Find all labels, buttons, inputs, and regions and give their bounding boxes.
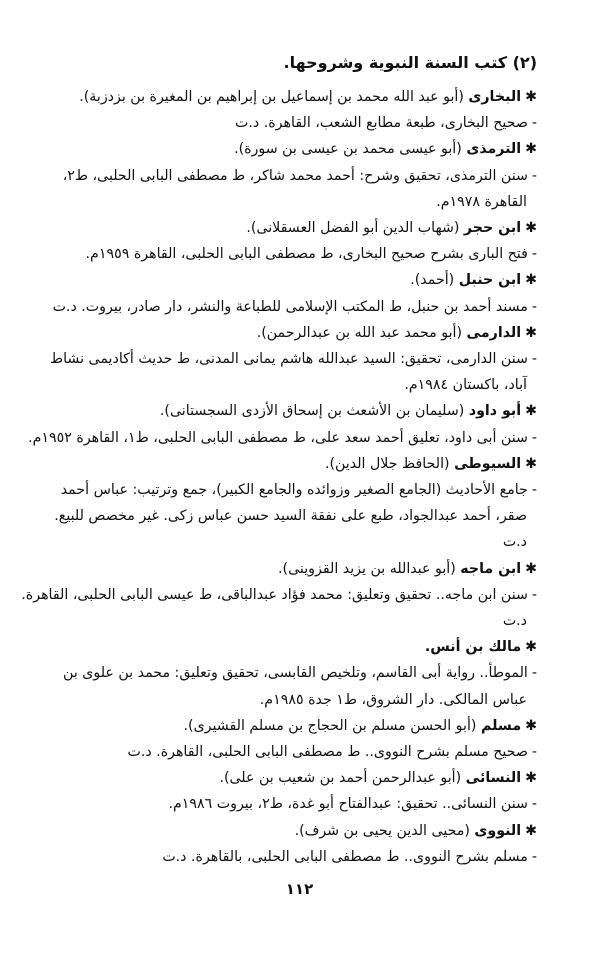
entry-work-text: سنن النسائى.. تحقيق: عبدالفتاح أبو غدة، ط٢، بيروت ١٩٨٦م. — [168, 796, 528, 813]
entry-work-text: الموطأ.. رواية أبى القاسم، وتلخيص القابسى، تحقيق وتعليق: محمد بن علوى بن — [63, 665, 528, 682]
page-number: ١١٢ — [285, 880, 314, 898]
dash-bullet-icon: - — [531, 586, 537, 603]
entry-work-text: سنن ابن ماجه.. تحقيق وتعليق: محمد فؤاد عبدالباقى، ط عيسى البابى الحلبى، القاهرة. — [21, 586, 528, 603]
dash-bullet-icon: - — [531, 246, 537, 263]
entry-work-line — [60, 477, 541, 503]
dash-bullet-icon: - — [531, 665, 537, 682]
entries-list — [21, 84, 541, 870]
bibliography-entry — [63, 634, 541, 713]
entry-author: النووى — [474, 822, 522, 839]
entry-author: ابن حنبل — [458, 272, 522, 289]
asterisk-icon: ✱ — [525, 403, 537, 420]
asterisk-icon: ✱ — [525, 455, 537, 472]
entry-work-text: سنن الترمذى، تحقيق وشرح: أحمد محمد شاكر، ط مصطفى البابى الحلبى، ط٢، — [62, 167, 528, 184]
entry-work-continuation — [63, 189, 541, 215]
entry-author-line — [63, 84, 541, 110]
bibliography-entry — [63, 765, 541, 817]
entry-work-text: مسلم بشرح النووى.. ط مصطفى البابى الحلبى، بالقاهرة. د.ت — [162, 848, 528, 865]
asterisk-icon: ✱ — [525, 141, 537, 158]
dash-bullet-icon: - — [531, 429, 537, 446]
entry-work-continuation — [63, 372, 541, 398]
entry-work-line — [52, 294, 541, 320]
entry-author-detail: (أبو عبد الله محمد بن إسماعيل بن إبراهيم بن المغيرة بن بزدزبة). — [79, 89, 464, 105]
entry-work-text: عباس المالكى. دار الشروق، ط١ جدة ١٩٨٥م. — [259, 691, 527, 708]
entry-work-text: د.ت — [502, 613, 527, 630]
dash-bullet-icon: - — [531, 115, 537, 132]
entry-work-continuation — [54, 503, 541, 529]
entry-work-text: صقر، أحمد عبدالجواد، طبع على نفقة السيد حسن عباس زكى. غير مخصص للبيع. — [54, 508, 527, 525]
entry-work-text: صحيح مسلم بشرح النووى.. ط مصطفى البابى الحلبى، القاهرة. د.ت — [127, 744, 528, 761]
entry-author-line — [63, 765, 541, 791]
entry-author: ابن حجر — [463, 220, 522, 237]
asterisk-icon: ✱ — [525, 770, 537, 787]
entry-author-detail: (محيى الدين يحيى بن شرف). — [294, 822, 470, 839]
entry-work-line — [28, 425, 541, 451]
entry-author: مالك بن أنس. — [424, 639, 522, 656]
bibliography-entry — [63, 84, 541, 136]
entry-author-line — [63, 267, 541, 293]
entry-work-text: صحيح البخارى، طبعة مطابع الشعب، القاهرة. د.ت — [235, 115, 528, 132]
entry-work-continuation — [63, 529, 541, 555]
entry-work-line — [63, 739, 541, 765]
entry-work-line — [63, 163, 541, 189]
dash-bullet-icon: - — [531, 351, 537, 368]
entry-author-detail: (أبو عبدالله بن يزيد القزوينى). — [278, 560, 456, 577]
bibliography-entry — [63, 713, 541, 765]
asterisk-icon: ✱ — [525, 560, 537, 577]
entry-work-text: سنن الدارمى، تحقيق: السيد عبدالله هاشم يمانى المدنى، ط حديث أكاديمى نشاط — [49, 351, 528, 368]
asterisk-icon: ✱ — [525, 639, 537, 656]
entry-work-text: آباد، باكستان ١٩٨٤م. — [404, 377, 527, 394]
bibliography-entry — [52, 267, 541, 319]
section-heading: (٢) كتب السنة النبوية وشروحها. — [283, 53, 537, 72]
bibliography-entry — [63, 136, 541, 215]
entry-work-continuation — [63, 608, 541, 634]
entry-author-line — [63, 136, 541, 162]
asterisk-icon: ✱ — [525, 220, 537, 237]
bibliography-entry — [28, 398, 541, 450]
dash-bullet-icon: - — [531, 848, 537, 865]
dash-bullet-icon: - — [531, 744, 537, 761]
asterisk-icon: ✱ — [525, 89, 537, 105]
entry-author-detail: (الحافظ جلال الدين). — [324, 455, 450, 472]
entry-work-line — [63, 110, 541, 136]
bibliography-entry — [21, 556, 541, 635]
entry-work-line — [63, 241, 541, 267]
dash-bullet-icon: - — [531, 482, 537, 499]
entry-work-text: القاهرة ١٩٧٨م. — [436, 193, 527, 210]
bibliography-entry — [63, 818, 541, 870]
entry-author: أبو داود — [468, 403, 522, 420]
entry-work-line — [63, 844, 541, 870]
entry-author: الدارمى — [466, 324, 522, 341]
entry-author-detail: (أبو عبدالرحمن أحمد بن شعيب بن على). — [219, 770, 462, 787]
entry-work-text: جامع الأحاديث (الجامع الصغير وزوائده والجامع الكبير)، جمع وترتيب: عباس أحمد — [60, 482, 528, 499]
bibliography-section — [21, 50, 541, 870]
entry-author: ابن ماجه — [460, 560, 522, 577]
entry-work-text: سنن أبى داود، تعليق أحمد سعد على، ط مصطفى البابى الحلبى، ط١، القاهرة ١٩٥٢م. — [28, 429, 528, 446]
entry-author-detail: (سليمان بن الأشعث بن إسحاق الأزدى السجستانى). — [159, 403, 465, 420]
entry-author-line — [63, 556, 541, 582]
entry-author-detail: (أحمد). — [410, 272, 455, 289]
entry-author: مسلم — [480, 717, 522, 734]
entry-author: البخارى — [468, 89, 522, 105]
entry-work-line — [21, 582, 541, 608]
entry-author: الترمذى — [466, 141, 522, 158]
entry-work-text: د.ت — [502, 534, 527, 551]
entry-work-continuation — [63, 687, 541, 713]
entry-work-line — [49, 346, 541, 372]
entry-author-line — [63, 818, 541, 844]
dash-bullet-icon: - — [531, 167, 537, 184]
entry-author: النسائى — [465, 770, 522, 787]
asterisk-icon: ✱ — [525, 324, 537, 341]
entry-author-detail: (أبو الحسن مسلم بن الحجاج بن مسلم القشيرى). — [183, 717, 477, 734]
entry-author-line — [63, 320, 541, 346]
entry-author-line — [63, 215, 541, 241]
entry-author-line — [63, 713, 541, 739]
entry-author-line — [63, 451, 541, 477]
bibliography-entry — [49, 320, 541, 399]
asterisk-icon: ✱ — [525, 822, 537, 839]
bibliography-entry — [63, 215, 541, 267]
bibliography-entry — [54, 451, 541, 556]
entry-author: السيوطى — [454, 455, 522, 472]
dash-bullet-icon: - — [531, 298, 537, 315]
dash-bullet-icon: - — [531, 796, 537, 813]
entry-work-text: مسند أحمد بن حنبل، ط المكتب الإسلامى للطباعة والنشر، دار صادر، بيروت. د.ت — [52, 298, 528, 315]
asterisk-icon: ✱ — [525, 272, 537, 289]
entry-work-line — [63, 791, 541, 817]
entry-author-line — [63, 634, 541, 660]
entry-work-text: فتح البارى بشرح صحيح البخارى، ط مصطفى البابى الحلبى، القاهرة ١٩٥٩م. — [85, 246, 528, 263]
asterisk-icon: ✱ — [525, 717, 537, 734]
entry-author-line — [63, 398, 541, 424]
entry-work-line — [63, 660, 541, 686]
entry-author-detail: (أبو محمد عبد الله بن عبدالرحمن). — [256, 324, 463, 341]
entry-author-detail: (أبو عيسى محمد بن عيسى بن سورة). — [234, 141, 462, 158]
entry-author-detail: (شهاب الدين أبو الفضل العسقلانى). — [246, 220, 460, 237]
